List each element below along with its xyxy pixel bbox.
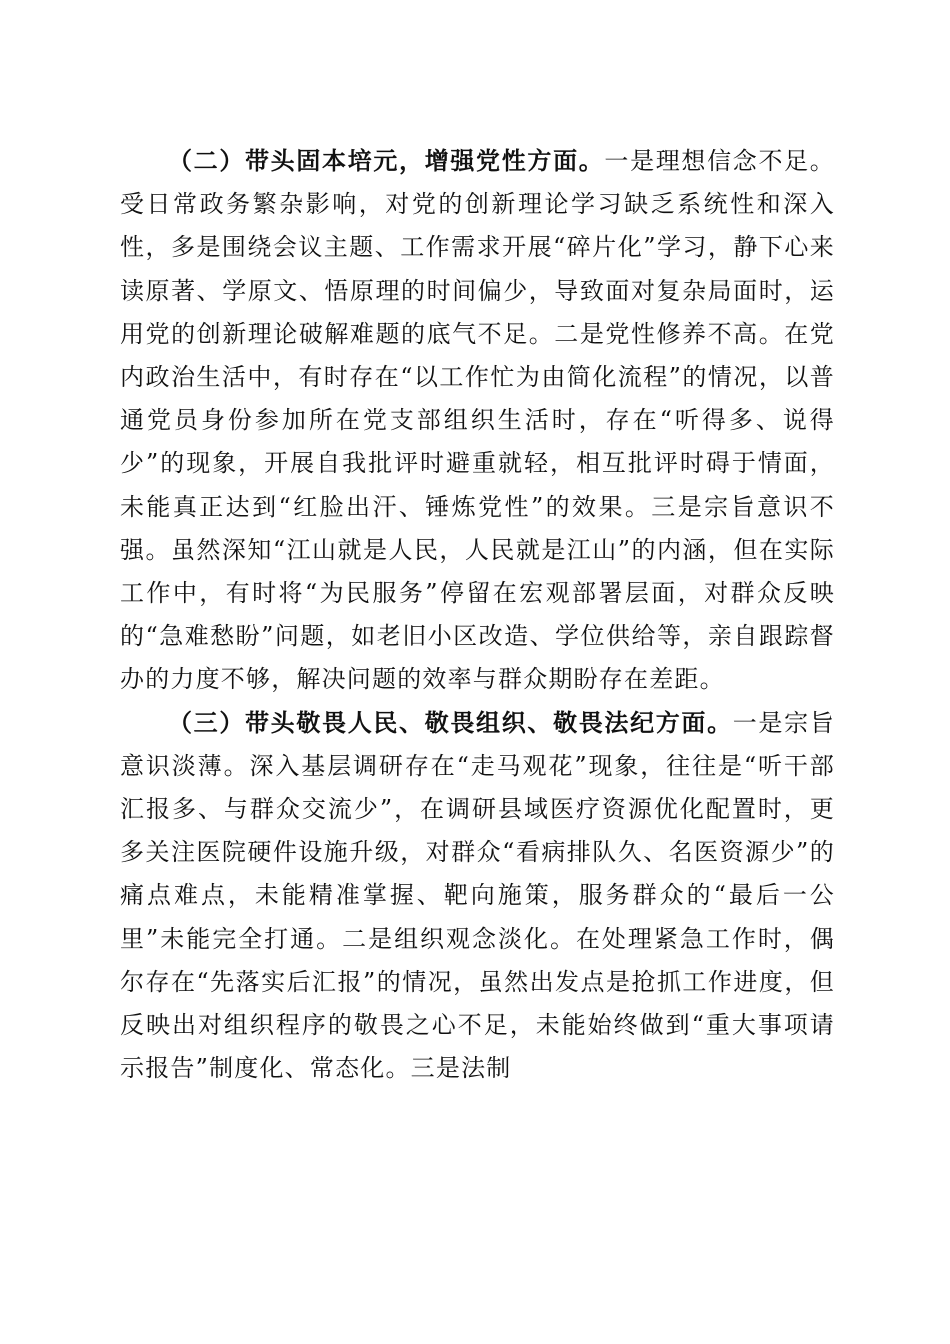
paragraph-section-three xyxy=(120,702,835,1091)
document-body xyxy=(120,140,835,1090)
section-two-heading: （二）带头固本培元，增强党性方面。 xyxy=(168,147,605,175)
section-two-text: 一是理想信念不足。受日常政务繁杂影响，对党的创新理论学习缺乏系统性和深入性，多是围绕会议主题、工作需求开展“碎片化”学习，静下心来读原著、学原文、悟原理的时间偏少，导致面对复杂局面时，运用党的创新理论破解难题的底气不足。二是党性修养不高。在党内政治生活中，有时存在“以工作忙为由简化流程”的情况，以普通党员身份参加所在党支部组织生活时，存在“听得多、说得少”的现象，开展自我批评时避重就轻，相互批评时碍于情面，未能真正达到“红脸出汗、锤炼党性”的效果。三是宗旨意识不强。虽然深知“江山就是人民，人民就是江山”的内涵，但在实际工作中，有时将“为民服务”停留在宏观部署层面，对群众反映的“急难愁盼”问题，如老旧小区改造、学位供给等，亲自跟踪督办的力度不够，解决问题的效率与群众期盼存在差距。 xyxy=(120,147,835,694)
section-three-text: 一是宗旨意识淡薄。深入基层调研存在“走马观花”现象，往往是“听干部汇报多、与群众交流少”，在调研县域医疗资源优化配置时，更多关注医院硬件设施升级，对群众“看病排队久、名医资源少”的痛点难点，未能精准掌握、靶向施策，服务群众的“最后一公里”未能完全打通。二是组织观念淡化。在处理紧急工作时，偶尔存在“先落实后汇报”的情况，虽然出发点是抢抓工作进度，但反映出对组织程序的敬畏之心不足，未能始终做到“重大事项请示报告”制度化、常态化。三是法制 xyxy=(120,708,835,1083)
paragraph-section-two xyxy=(120,140,835,702)
section-three-heading: （三）带头敬畏人民、敬畏组织、敬畏法纪方面。 xyxy=(168,708,733,737)
